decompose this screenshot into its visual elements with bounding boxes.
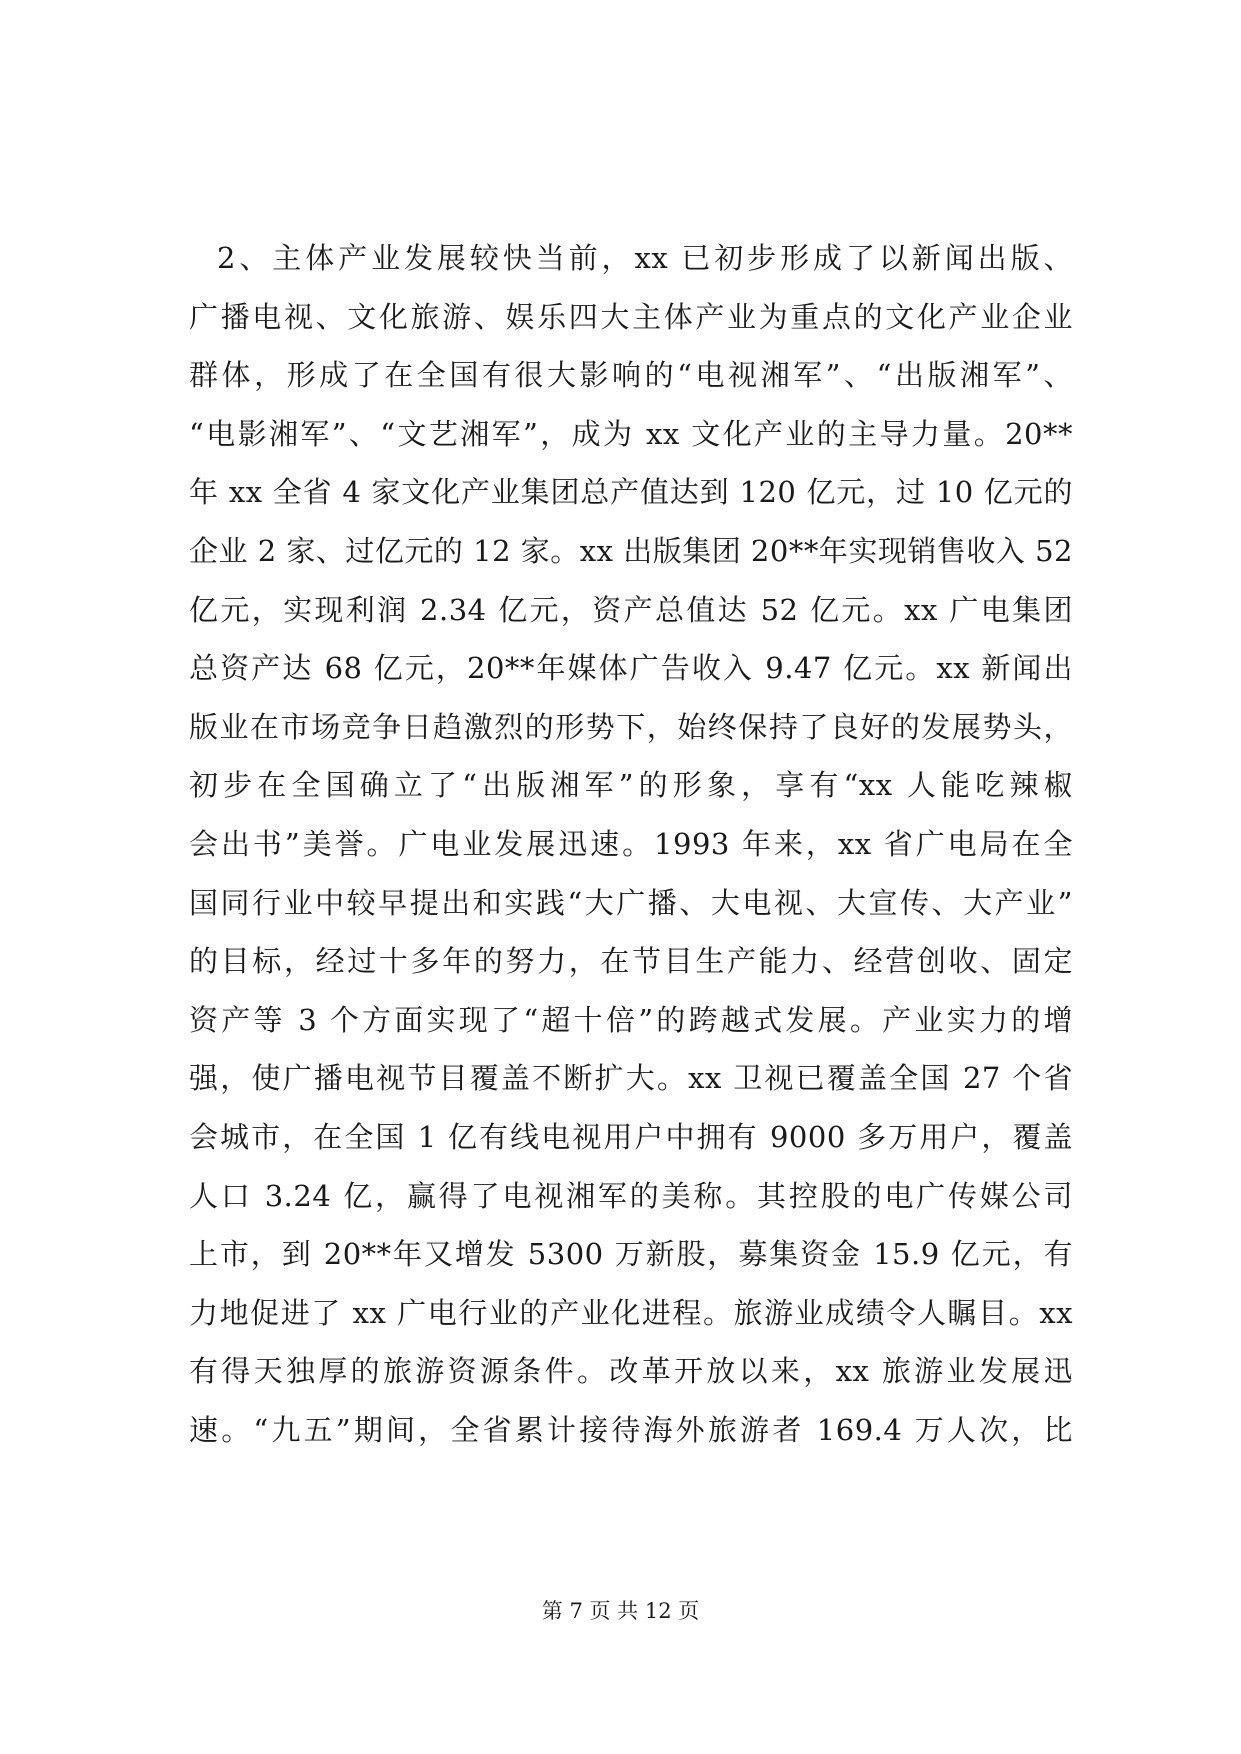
text-line: 版业在市场竞争日趋激烈的形势下，始终保持了良好的发展势头， (189, 709, 1073, 744)
text-line: 上市，到 20**年又增发 5300 万新股，募集资金 15.9 亿元，有 (189, 1237, 1073, 1272)
page-number: 第 7 页 共 12 页 (541, 1599, 700, 1623)
text-line: 群体，形成了在全国有很大影响的“电视湘军”、“出版湘军”、 (189, 358, 1073, 393)
text-line: 初步在全国确立了“出版湘军”的形象，享有“xx 人能吃辣椒 (189, 768, 1073, 803)
text-line: 资产等 3 个方面实现了“超十倍”的跨越式发展。产业实力的增 (189, 1002, 1073, 1037)
text-line: 总资产达 68 亿元，20**年媒体广告收入 9.47 亿元。xx 新闻出 (189, 651, 1073, 686)
text-line: 亿元，实现利润 2.34 亿元，资产总值达 52 亿元。xx 广电集团 (189, 592, 1073, 627)
text-line: 年 xx 全省 4 家文化产业集团总产值达到 120 亿元，过 10 亿元的 (189, 475, 1073, 510)
text-line: 企业 2 家、过亿元的 12 家。xx 出版集团 20**年实现销售收入 52 (189, 533, 1073, 568)
text-line: 速。“九五”期间，全省累计接待海外旅游者 169.4 万人次，比 (189, 1412, 1073, 1447)
text-line: 有得天独厚的旅游资源条件。改革开放以来，xx 旅游业发展迅 (189, 1354, 1073, 1389)
text-line: 会出书”美誉。广电业发展迅速。1993 年来，xx 省广电局在全 (189, 826, 1073, 861)
text-line: 会城市，在全国 1 亿有线电视用户中拥有 9000 多万用户，覆盖 (189, 1119, 1073, 1154)
text-line: 人口 3.24 亿，赢得了电视湘军的美称。其控股的电广传媒公司 (189, 1178, 1073, 1213)
text-line: “电影湘军”、“文艺湘军”，成为 xx 文化产业的主导力量。20** (189, 416, 1073, 451)
page-footer (0, 1597, 1241, 1625)
text-line: 广播电视、文化旅游、娱乐四大主体产业为重点的文化产业企业 (189, 299, 1073, 334)
text-line: 2、主体产业发展较快当前，xx 已初步形成了以新闻出版、 (217, 241, 1073, 275)
text-line: 力地促进了 xx 广电行业的产业化进程。旅游业成绩令人瞩目。xx (189, 1295, 1073, 1330)
text-line: 国同行业中较早提出和实践“大广播、大电视、大宣传、大产业” (189, 885, 1073, 920)
body-paragraph (189, 229, 1073, 1459)
text-line: 强，使广播电视节目覆盖不断扩大。xx 卫视已覆盖全国 27 个省 (189, 1061, 1073, 1096)
text-line: 的目标，经过十多年的努力，在节目生产能力、经营创收、固定 (189, 944, 1073, 979)
